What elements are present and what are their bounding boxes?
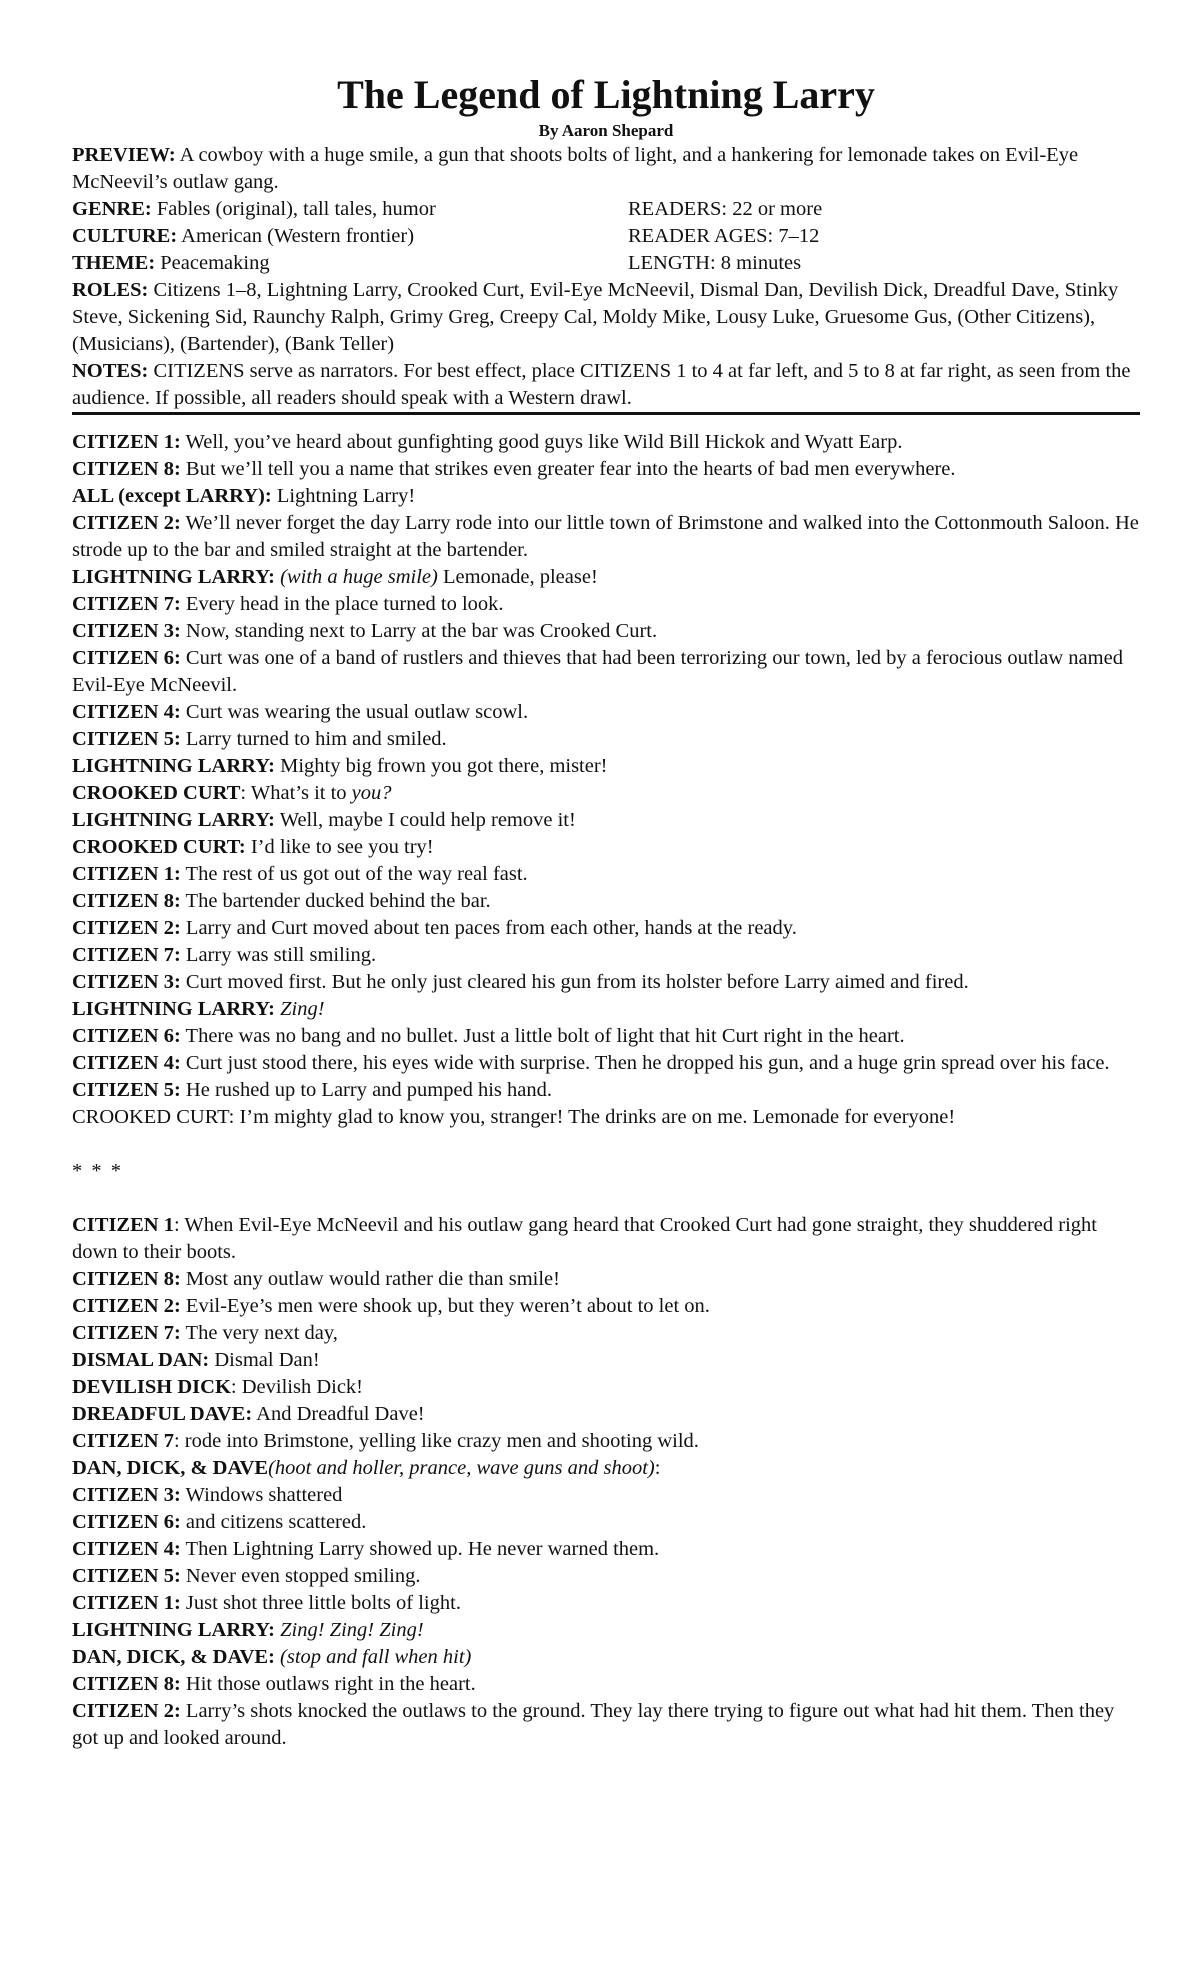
notes-label: NOTES: <box>72 360 149 382</box>
script-line <box>72 1482 1140 1509</box>
script-line <box>72 942 1140 969</box>
speaker-label: CITIZEN 7: <box>72 593 181 615</box>
script-line <box>72 699 1140 726</box>
line-text: : What’s it to <box>240 782 352 804</box>
notes-text: CITIZENS serve as narrators. For best effect, place CITIZENS 1 to 4 at far left, and 5 to 8 at far right, as seen from the audience. If possible, all readers should speak with a Western drawl. <box>72 360 1131 409</box>
culture-text: American (Western frontier) <box>177 225 415 247</box>
preview-label: PREVIEW: <box>72 144 176 166</box>
script-line <box>72 1671 1140 1698</box>
author-byline: By Aaron Shepard <box>538 121 674 140</box>
line-text: Dismal Dan! <box>209 1349 320 1371</box>
script-line <box>72 429 1140 456</box>
line-text: And Dreadful Dave! <box>252 1403 425 1425</box>
line-text: : rode into Brimstone, yelling like crazy men and shooting wild. <box>173 1430 699 1452</box>
speaker-label: CROOKED CURT <box>72 782 241 804</box>
speaker-label: LIGHTNING LARRY: <box>72 755 275 777</box>
script-line <box>72 1563 1140 1590</box>
roles-text: Citizens 1–8, Lightning Larry, Crooked Curt, Evil-Eye McNeevil, Dismal Dan, Devilish Dick, Dreadful Dave, Stinky Steve, Sickening Sid, Raunchy Ralph, Grimy Greg, Creepy Cal, Moldy Mike, Lousy Luke, Gruesome Gus, (Other Citizens), (Musicians), (Bartender), (Bank Teller) <box>72 279 1119 355</box>
line-text: Every head in the place turned to look. <box>180 593 504 615</box>
line-text: Well, maybe I could help remove it! <box>275 809 576 831</box>
line-text: Lemonade, please! <box>437 566 598 588</box>
speaker-label: CITIZEN 7: <box>72 1322 181 1344</box>
genre-readers-row <box>72 196 1140 223</box>
line-text: There was no bang and no bullet. Just a little bolt of light that hit Curt right in the heart. <box>180 1025 905 1047</box>
speaker-label: CITIZEN 2: <box>72 1295 181 1317</box>
script-line <box>72 753 1140 780</box>
theme-length-row <box>72 250 1140 277</box>
script-line <box>72 888 1140 915</box>
line-text: Most any outlaw would rather die than smile! <box>180 1268 560 1290</box>
line-text: Larry was still smiling. <box>180 944 377 966</box>
speaker-label: CITIZEN 5: <box>72 1565 181 1587</box>
blank-line <box>72 1131 1140 1158</box>
speaker-label: CITIZEN 6: <box>72 1025 181 1047</box>
line-text: Never even stopped smiling. <box>180 1565 421 1587</box>
line-text: Curt moved first. But he only just cleared his gun from its holster before Larry aimed and fired. <box>180 971 969 993</box>
script-line <box>72 1428 1140 1455</box>
script-line <box>72 1590 1140 1617</box>
script-line <box>72 1347 1140 1374</box>
line-text: Curt was one of a band of rustlers and thieves that had been terrorizing our town, led by a ferocious outlaw named Evil-Eye McNeevil. <box>72 647 1123 696</box>
script-line <box>72 996 1140 1023</box>
line-text: Larry’s shots knocked the outlaws to the ground. They lay there trying to figure out what had hit them. Then they got up and looked around. <box>72 1700 1115 1749</box>
preview-paragraph <box>72 142 1140 196</box>
speaker-label: CITIZEN 5: <box>72 728 181 750</box>
speaker-label: CITIZEN 4: <box>72 1052 181 1074</box>
line-text: Evil-Eye’s men were shook up, but they weren’t about to let on. <box>180 1295 710 1317</box>
script-line <box>72 1698 1140 1752</box>
line-text: : <box>654 1457 661 1479</box>
script-line <box>72 807 1140 834</box>
script-line <box>72 915 1140 942</box>
line-text: Lightning Larry! <box>271 485 416 507</box>
script-line <box>72 564 1140 591</box>
line-text: Then Lightning Larry showed up. He never warned them. <box>180 1538 660 1560</box>
script-line <box>72 1536 1140 1563</box>
speaker-label: CITIZEN 2: <box>72 512 181 534</box>
speaker-label: DREADFUL DAVE: <box>72 1403 253 1425</box>
length-text: LENGTH: 8 minutes <box>628 252 802 274</box>
genre-text: Fables (original), tall tales, humor <box>151 198 436 220</box>
speaker-label: LIGHTNING LARRY: <box>72 1619 275 1641</box>
line-text: The bartender ducked behind the bar. <box>180 890 491 912</box>
line-text: Mighty big frown you got there, mister! <box>275 755 608 777</box>
speaker-label: CITIZEN 3: <box>72 620 181 642</box>
readers-text: READERS: 22 or more <box>628 198 823 220</box>
speaker-label: CITIZEN 8: <box>72 458 181 480</box>
script-line <box>72 969 1140 996</box>
script-line <box>72 861 1140 888</box>
line-text: Hit those outlaws right in the heart. <box>180 1673 476 1695</box>
speaker-label: ALL (except LARRY): <box>72 485 272 507</box>
stage-direction: (hoot and holler, prance, wave guns and shoot) <box>268 1457 655 1479</box>
script-line <box>72 1077 1140 1104</box>
line-text: Windows shattered <box>180 1484 343 1506</box>
speaker-label: CITIZEN 6: <box>72 1511 181 1533</box>
line-text: Curt was wearing the usual outlaw scowl. <box>180 701 529 723</box>
speaker-label: LIGHTNING LARRY: <box>72 809 275 831</box>
script-line <box>72 1104 1140 1131</box>
speaker-label: CITIZEN 4: <box>72 701 181 723</box>
line-text: Now, standing next to Larry at the bar was Crooked Curt. <box>180 620 658 642</box>
script-line <box>72 1401 1140 1428</box>
speaker-label: CITIZEN 1: <box>72 863 181 885</box>
script-line <box>72 834 1140 861</box>
speaker-label: CITIZEN 6: <box>72 647 181 669</box>
document-content <box>72 70 1140 1752</box>
script-line <box>72 1023 1140 1050</box>
line-text: He rushed up to Larry and pumped his hand. <box>180 1079 552 1101</box>
script-line <box>72 618 1140 645</box>
speaker-label: LIGHTNING LARRY: <box>72 998 275 1020</box>
speaker-label: CITIZEN 8: <box>72 1268 181 1290</box>
script-line <box>72 726 1140 753</box>
line-text: Larry and Curt moved about ten paces from each other, hands at the ready. <box>180 917 797 939</box>
speaker-label: CITIZEN 2: <box>72 1700 181 1722</box>
theme-text: Peacemaking <box>155 252 270 274</box>
speaker-label: CITIZEN 3: <box>72 971 181 993</box>
speaker-label: CITIZEN 1 <box>72 1214 174 1236</box>
line-text: and citizens scattered. <box>180 1511 367 1533</box>
line-text: Well, you’ve heard about gunfighting good guys like Wild Bill Hickok and Wyatt Earp. <box>180 431 903 453</box>
line-text: : Devilish Dick! <box>230 1376 364 1398</box>
speaker-label: CITIZEN 1: <box>72 1592 181 1614</box>
script-line <box>72 1374 1140 1401</box>
script-line <box>72 1212 1140 1266</box>
script-line <box>72 780 1140 807</box>
blank-line <box>72 1185 1140 1212</box>
line-text: CROOKED CURT: I’m mighty glad to know you, stranger! The drinks are on me. Lemonade for everyone! <box>72 1106 956 1128</box>
line-text: But we’ll tell you a name that strikes even greater fear into the hearts of bad men everywhere. <box>180 458 956 480</box>
speaker-label: CITIZEN 7 <box>72 1430 174 1452</box>
line-text: Larry turned to him and smiled. <box>180 728 447 750</box>
speaker-label: LIGHTNING LARRY: <box>72 566 275 588</box>
preview-text: A cowboy with a huge smile, a gun that shoots bolts of light, and a hankering for lemonade takes on Evil-Eye McNeevil’s outlaw gang. <box>72 144 1079 193</box>
script-line <box>72 1509 1140 1536</box>
reader-ages-text: READER AGES: 7–12 <box>628 225 820 247</box>
speaker-label: CITIZEN 2: <box>72 917 181 939</box>
roles-label: ROLES: <box>72 279 149 301</box>
genre-label: GENRE: <box>72 198 152 220</box>
speaker-label: CROOKED CURT: <box>72 836 246 858</box>
line-text: Curt just stood there, his eyes wide with surprise. Then he dropped his gun, and a huge grin spread over his face. <box>180 1052 1110 1074</box>
scene-break: * * * <box>72 1160 123 1182</box>
page-title: The Legend of Lightning Larry <box>337 72 875 117</box>
line-text: The very next day, <box>180 1322 338 1344</box>
stage-direction: Zing! Zing! Zing! <box>275 1619 424 1641</box>
speaker-label: DAN, DICK, & DAVE: <box>72 1646 275 1668</box>
speaker-label: CITIZEN 5: <box>72 1079 181 1101</box>
script-line <box>72 510 1140 564</box>
script-line <box>72 645 1140 699</box>
speaker-label: CITIZEN 7: <box>72 944 181 966</box>
stage-direction: (with a huge smile) <box>275 566 438 588</box>
speaker-label: DAN, DICK, & DAVE <box>72 1457 269 1479</box>
script-line <box>72 1617 1140 1644</box>
script-line <box>72 483 1140 510</box>
line-text: Just shot three little bolts of light. <box>180 1592 461 1614</box>
speaker-label: CITIZEN 8: <box>72 890 181 912</box>
speaker-label: CITIZEN 4: <box>72 1538 181 1560</box>
line-text: The rest of us got out of the way real fast. <box>180 863 528 885</box>
script-line <box>72 1293 1140 1320</box>
theme-label: THEME: <box>72 252 156 274</box>
header-divider <box>72 412 1140 415</box>
line-text: : When Evil-Eye McNeevil and his outlaw gang heard that Crooked Curt had gone straight, they shuddered right down to their boots. <box>72 1214 1097 1263</box>
notes-paragraph <box>72 358 1140 412</box>
script-line <box>72 591 1140 618</box>
script-line <box>72 456 1140 483</box>
script-line <box>72 1266 1140 1293</box>
script-line <box>72 1320 1140 1347</box>
roles-paragraph <box>72 277 1140 358</box>
script-line <box>72 1455 1140 1482</box>
script-line <box>72 1644 1140 1671</box>
script-body <box>72 429 1140 1752</box>
culture-label: CULTURE: <box>72 225 178 247</box>
line-text: We’ll never forget the day Larry rode into our little town of Brimstone and walked into the Cottonmouth Saloon. He strode up to the bar and smiled straight at the bartender. <box>72 512 1139 561</box>
script-line <box>72 1050 1140 1077</box>
speaker-label: CITIZEN 1: <box>72 431 181 453</box>
stage-direction: (stop and fall when hit) <box>274 1646 472 1668</box>
speaker-label: DISMAL DAN: <box>72 1349 210 1371</box>
emphasis-text: you? <box>351 782 392 804</box>
line-text: I’d like to see you try! <box>245 836 434 858</box>
speaker-label: DEVILISH DICK <box>72 1376 231 1398</box>
stage-direction: Zing! <box>275 998 325 1020</box>
speaker-label: CITIZEN 3: <box>72 1484 181 1506</box>
culture-ages-row <box>72 223 1140 250</box>
speaker-label: CITIZEN 8: <box>72 1673 181 1695</box>
